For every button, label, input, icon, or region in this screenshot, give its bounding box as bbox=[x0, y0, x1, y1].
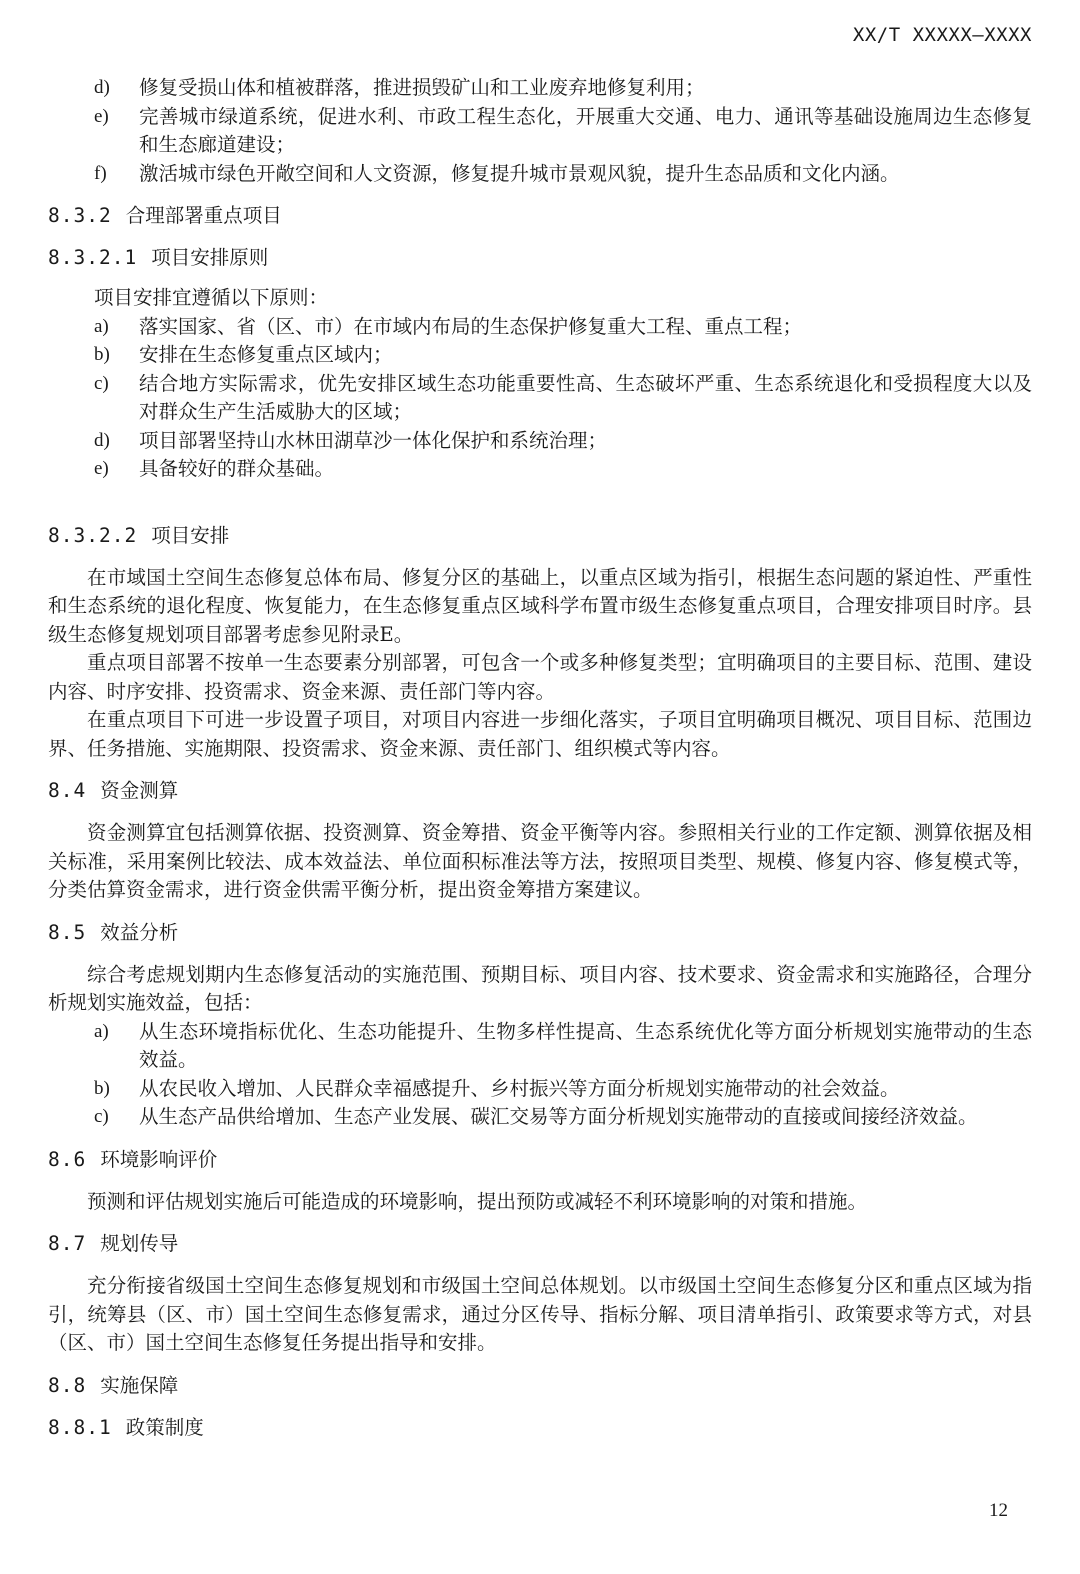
section-title: 项目安排原则 bbox=[151, 246, 269, 269]
page-number: 12 bbox=[989, 1500, 1008, 1521]
paragraph: 在市域国土空间生态修复总体布局、修复分区的基础上，以重点区域为指引，根据生态问题的紧迫性、严重性和生态系统的退化程度、恢复能力，在生态修复重点区域科学布置市级生态修复重点项目，合理安排项目时序。县级生态修复规划项目部署考虑参见附录E。 bbox=[48, 565, 1032, 646]
list-item bbox=[48, 1018, 1032, 1075]
section-number: 8.3.2 bbox=[48, 204, 112, 227]
section-heading-8-8-1 bbox=[48, 1414, 1032, 1442]
list-item-label: e) bbox=[94, 105, 109, 127]
section-title: 规划传导 bbox=[100, 1232, 179, 1255]
list-item-text: 具备较好的群众基础。 bbox=[139, 457, 335, 480]
section-heading-8-8 bbox=[48, 1372, 1032, 1400]
list-item bbox=[48, 427, 1032, 456]
section-number: 8.8.1 bbox=[48, 1415, 112, 1439]
list-item bbox=[48, 341, 1032, 370]
section-title: 效益分析 bbox=[100, 920, 179, 944]
list-item-text: 从农民收入增加、人民群众幸福感提升、乡村振兴等方面分析规划实施带动的社会效益。 bbox=[139, 1076, 900, 1100]
list-item-text: 激活城市绿色开敞空间和人文资源，修复提升城市景观风貌，提升生态品质和文化内涵。 bbox=[139, 161, 900, 185]
section-title: 项目安排 bbox=[151, 523, 230, 547]
section-number: 8.5 bbox=[48, 920, 87, 944]
list-item-label: a) bbox=[94, 315, 109, 337]
list-item-label: f) bbox=[94, 162, 107, 184]
list-item bbox=[48, 1103, 1032, 1132]
paragraph: 资金测算宜包括测算依据、投资测算、资金筹措、资金平衡等内容。参照相关行业的工作定额、测算依据及相关标准，采用案例比较法、成本效益法、单位面积标准法等方法，按照项目类型、规模、修复内容、修复模式等，分类估算资金需求，进行资金供需平衡分析，提出资金筹措方案建议。 bbox=[48, 821, 1032, 901]
list-item-text: 修复受损山体和植被群落，推进损毁矿山和工业废弃地修复利用； bbox=[139, 76, 705, 99]
section-heading-8-6 bbox=[48, 1146, 1032, 1174]
section-title: 实施保障 bbox=[100, 1373, 179, 1397]
list-item-text: 结合地方实际需求，优先安排区域生态功能重要性高、生态破坏严重、生态系统退化和受损程度大以及对群众生产生活威胁大的区域； bbox=[139, 371, 1032, 423]
section-title: 资金测算 bbox=[100, 779, 179, 802]
section-heading-8-4 bbox=[48, 777, 1032, 805]
page-content bbox=[48, 74, 1032, 1442]
list-item-label: e) bbox=[94, 458, 109, 479]
section-number: 8.8 bbox=[48, 1373, 87, 1397]
list-item-text: 从生态产品供给增加、生态产业发展、碳汇交易等方面分析规划实施带动的直接或间接经济效益。 bbox=[139, 1105, 978, 1128]
list-item-label: b) bbox=[94, 344, 110, 365]
list-item-label: d) bbox=[94, 429, 110, 451]
list-item bbox=[48, 1075, 1032, 1104]
list-item-label: d) bbox=[94, 77, 110, 98]
paragraph: 在重点项目下可进一步设置子项目，对项目内容进一步细化落实，子项目宜明确项目概况、项目目标、范围边界、任务措施、实施期限、投资需求、资金来源、责任部门、组织模式等内容。 bbox=[48, 708, 1032, 760]
list-item-text: 完善城市绿道系统，促进水利、市政工程生态化，开展重大交通、电力、通讯等基础设施周边生态修复和生态廊道建设； bbox=[139, 104, 1032, 156]
paragraph: 预测和评估规划实施后可能造成的环境影响，提出预防或减轻不利环境影响的对策和措施。 bbox=[87, 1189, 868, 1213]
section-number: 8.3.2.1 bbox=[48, 246, 138, 269]
paragraph: 充分衔接省级国土空间生态修复规划和市级国土空间总体规划。以市级国土空间生态修复分区和重点区域为指引，统筹县（区、市）国土空间生态修复需求，通过分区传导、指标分解、项目清单指引、政策要求等方式，对县（区、市）国土空间生态修复任务提出指导和安排。 bbox=[48, 1274, 1032, 1354]
section-heading-8-7 bbox=[48, 1230, 1032, 1258]
section-heading-8-3-2-1 bbox=[48, 244, 1032, 272]
section-number: 8.4 bbox=[48, 779, 87, 802]
section-title: 合理部署重点项目 bbox=[125, 204, 282, 227]
section-heading-8-3-2-2 bbox=[48, 522, 1032, 550]
section-number: 8.3.2.2 bbox=[48, 523, 138, 547]
section-heading-8-5 bbox=[48, 919, 1032, 947]
list-item-label: c) bbox=[94, 1106, 109, 1127]
list-item-text: 落实国家、省（区、市）在市域内布局的生态保护修复重大工程、重点工程； bbox=[139, 314, 803, 338]
list-item-label: b) bbox=[94, 1077, 110, 1099]
list-item-text: 项目部署坚持山水林田湖草沙一体化保护和系统治理； bbox=[139, 428, 608, 452]
section-title: 政策制度 bbox=[125, 1415, 204, 1439]
paragraph: 重点项目部署不按单一生态要素分别部署，可包含一个或多种修复类型；宜明确项目的主要目标、范围、建设内容、时序安排、投资需求、资金来源、责任部门等内容。 bbox=[48, 651, 1032, 703]
paragraph: 综合考虑规划期内生态修复活动的实施范围、预期目标、项目内容、技术要求、资金需求和实施路径，合理分析规划实施效益，包括： bbox=[48, 962, 1032, 1014]
list-item bbox=[48, 74, 1032, 103]
list-item bbox=[48, 160, 1032, 189]
section-number: 8.6 bbox=[48, 1147, 87, 1171]
section-title: 环境影响评价 bbox=[100, 1147, 218, 1171]
intro-text: 项目安排宜遵循以下原则： bbox=[94, 286, 329, 309]
list-item-text: 从生态环境指标优化、生态功能提升、生物多样性提高、生态系统优化等方面分析规划实施带动的生态效益。 bbox=[139, 1019, 1032, 1071]
list-item-label: c) bbox=[94, 372, 109, 394]
list-item bbox=[48, 370, 1032, 427]
list-item-label: a) bbox=[94, 1020, 109, 1042]
list-item-text: 安排在生态修复重点区域内； bbox=[139, 343, 393, 366]
list-item bbox=[48, 103, 1032, 160]
list-item bbox=[48, 455, 1032, 484]
list-item bbox=[48, 313, 1032, 342]
section-number: 8.7 bbox=[48, 1232, 87, 1255]
document-code: XX/T XXXXX—XXXX bbox=[852, 24, 1032, 46]
section-heading-8-3-2 bbox=[48, 202, 1032, 230]
